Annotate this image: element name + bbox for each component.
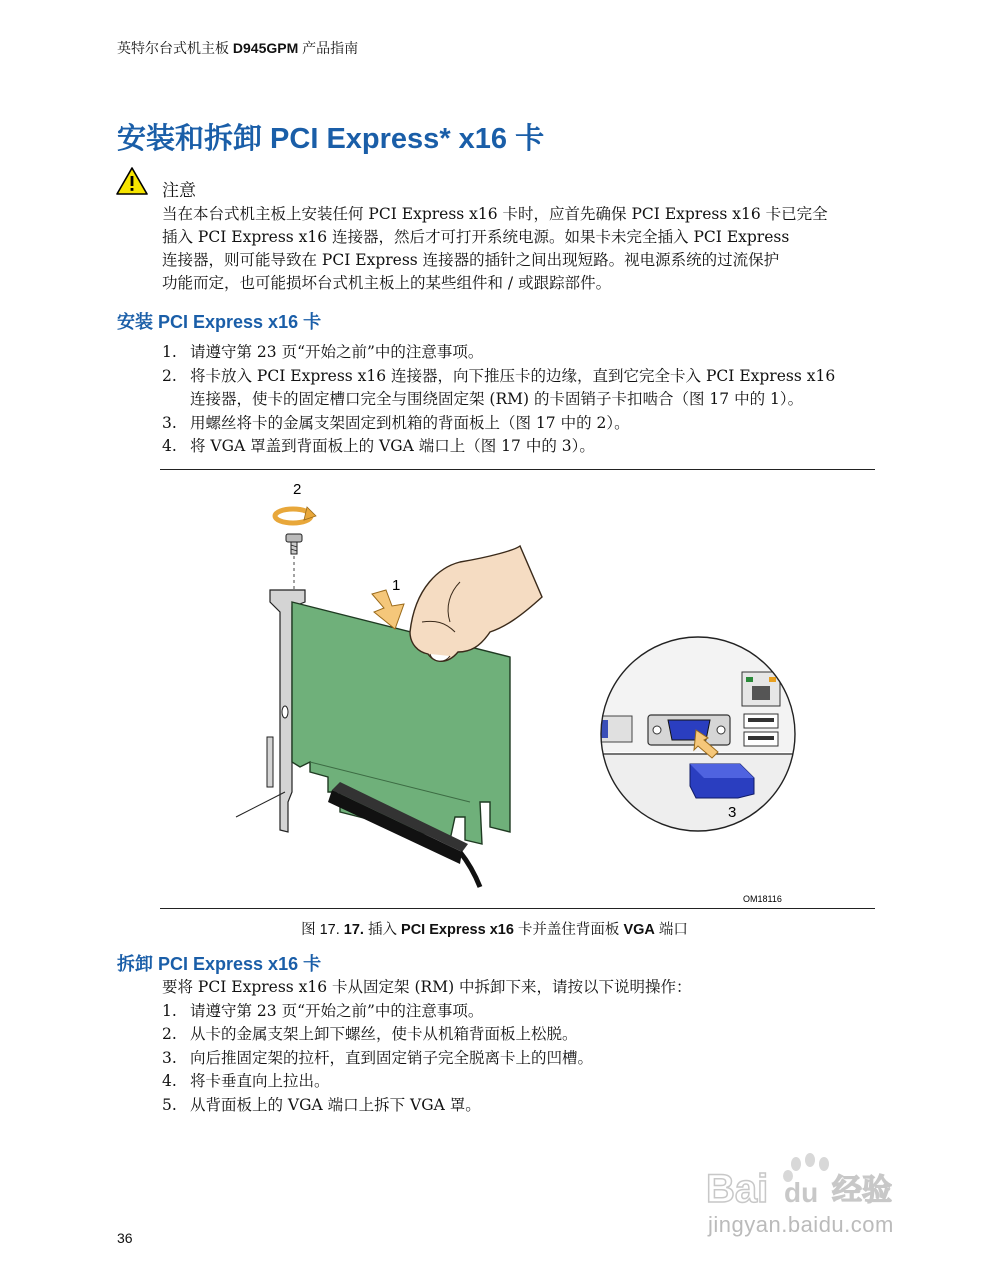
baidu-jingyan-watermark (700, 1150, 940, 1260)
step-text: 将卡放入 PCI Express x16 连接器，向下推压卡的边缘，直到它完全卡入 PCI Express x16 (190, 366, 836, 385)
watermark-brand2: du (784, 1177, 819, 1208)
step-number: 4. (162, 437, 177, 455)
list-item (162, 1047, 882, 1071)
warning-icon (116, 167, 148, 195)
hand-illustration (410, 546, 542, 661)
figure-top-rule (160, 469, 875, 470)
header-prefix: 英特尔台式机主板 (117, 40, 233, 56)
figure-bottom-rule (160, 908, 875, 909)
figure-illustration (160, 472, 875, 908)
remove-intro: 要将 PCI Express x16 卡从固定架 (RM) 中拆卸下来，请按以下说明操作： (162, 978, 692, 996)
step-number: 4. (162, 1072, 177, 1090)
step-number: 3. (162, 1048, 177, 1067)
step-number: 2. (162, 1025, 177, 1043)
page-title: 安装和拆卸 PCI Express* x16 卡 (117, 123, 545, 155)
list-item (162, 341, 882, 365)
step-text: 连接器，使卡的固定槽口完全与围绕固定架 (RM) 的卡固销子卡扣啮合（图 17 中的 1）。 (190, 390, 804, 408)
step-text: 请遵守第 23 页“开始之前”中的注意事项。 (190, 343, 484, 361)
remove-steps (162, 976, 882, 1117)
list-item (162, 412, 882, 436)
list-item (162, 1094, 882, 1118)
step-text: 从背面板上的 VGA 端口上拆下 VGA 罩。 (190, 1095, 481, 1114)
step-text: 请遵守第 23 页“开始之前”中的注意事项。 (190, 1001, 484, 1020)
list-item (162, 435, 882, 459)
caption-prefix: 图 17. (301, 922, 344, 938)
header-model: D945GPM (232, 40, 299, 56)
step-number: 1. (162, 1001, 177, 1020)
step-number: 5. (162, 1095, 177, 1114)
page-number: 36 (117, 1230, 133, 1246)
step-number: 1. (162, 343, 177, 361)
list-item (162, 365, 882, 412)
callout-3: 3 (728, 804, 737, 821)
step-text: 将卡垂直向上拉出。 (190, 1072, 330, 1090)
watermark-url: jingyan.baidu.com (708, 1212, 894, 1237)
running-header (117, 38, 358, 58)
rotation-arrow-icon (275, 507, 316, 523)
watermark-cn: 经验 (832, 1173, 892, 1208)
install-heading: 安装 PCI Express x16 卡 (117, 312, 322, 332)
callout-2: 2 (293, 481, 302, 498)
install-steps (162, 341, 882, 459)
caption-bold2: VGA (623, 922, 655, 938)
figure-caption (0, 918, 989, 939)
step-text: 将 VGA 罩盖到背面板上的 VGA 端口上（图 17 中的 3）。 (190, 437, 595, 455)
header-suffix: 产品指南 (298, 40, 359, 56)
figure-code: OM18116 (743, 894, 782, 904)
caption-figure-number: 17. (343, 922, 364, 938)
caution-line: 当在本台式机主板上安装任何 PCI Express x16 卡时，应首先确保 PCI Express x16 卡已完全 (162, 205, 828, 223)
step-number: 3. (162, 413, 177, 432)
step-text: 向后推固定架的拉杆，直到固定销子完全脱离卡上的凹槽。 (190, 1048, 594, 1067)
caution-line: 插入 PCI Express x16 连接器，然后才可打开系统电源。如果卡未完全插入 PCI Express (162, 228, 790, 246)
callout-1: 1 (392, 577, 401, 594)
screw-icon (286, 534, 302, 554)
remove-heading: 拆卸 PCI Express x16 卡 (117, 954, 322, 974)
zoom-detail-circle (590, 632, 810, 845)
caption-mid2: 卡并盖住背面板 (513, 922, 624, 938)
caution-line: 连接器，则可能导致在 PCI Express 连接器的插针之间出现短路。视电源系统的过流保护 (162, 251, 780, 269)
caption-mid1: 插入 (363, 922, 402, 938)
step-text: 从卡的金属支架上卸下螺丝，使卡从机箱背面板上松脱。 (190, 1025, 578, 1043)
list-item (162, 1000, 882, 1024)
step-number: 2. (162, 366, 177, 385)
caution-text (162, 203, 882, 295)
list-item (162, 1023, 882, 1047)
caption-end: 端口 (654, 922, 688, 938)
list-item (162, 1070, 882, 1094)
caption-bold1: PCI Express x16 (401, 922, 514, 938)
watermark-brand: Bai (706, 1167, 769, 1211)
step-text: 用螺丝将卡的金属支架固定到机箱的背面板上（图 17 中的 2）。 (190, 413, 630, 432)
caution-line: 功能而定，也可能损坏台式机主板上的某些组件和 / 或跟踪部件。 (162, 274, 612, 292)
caution-label: 注意 (162, 181, 196, 201)
